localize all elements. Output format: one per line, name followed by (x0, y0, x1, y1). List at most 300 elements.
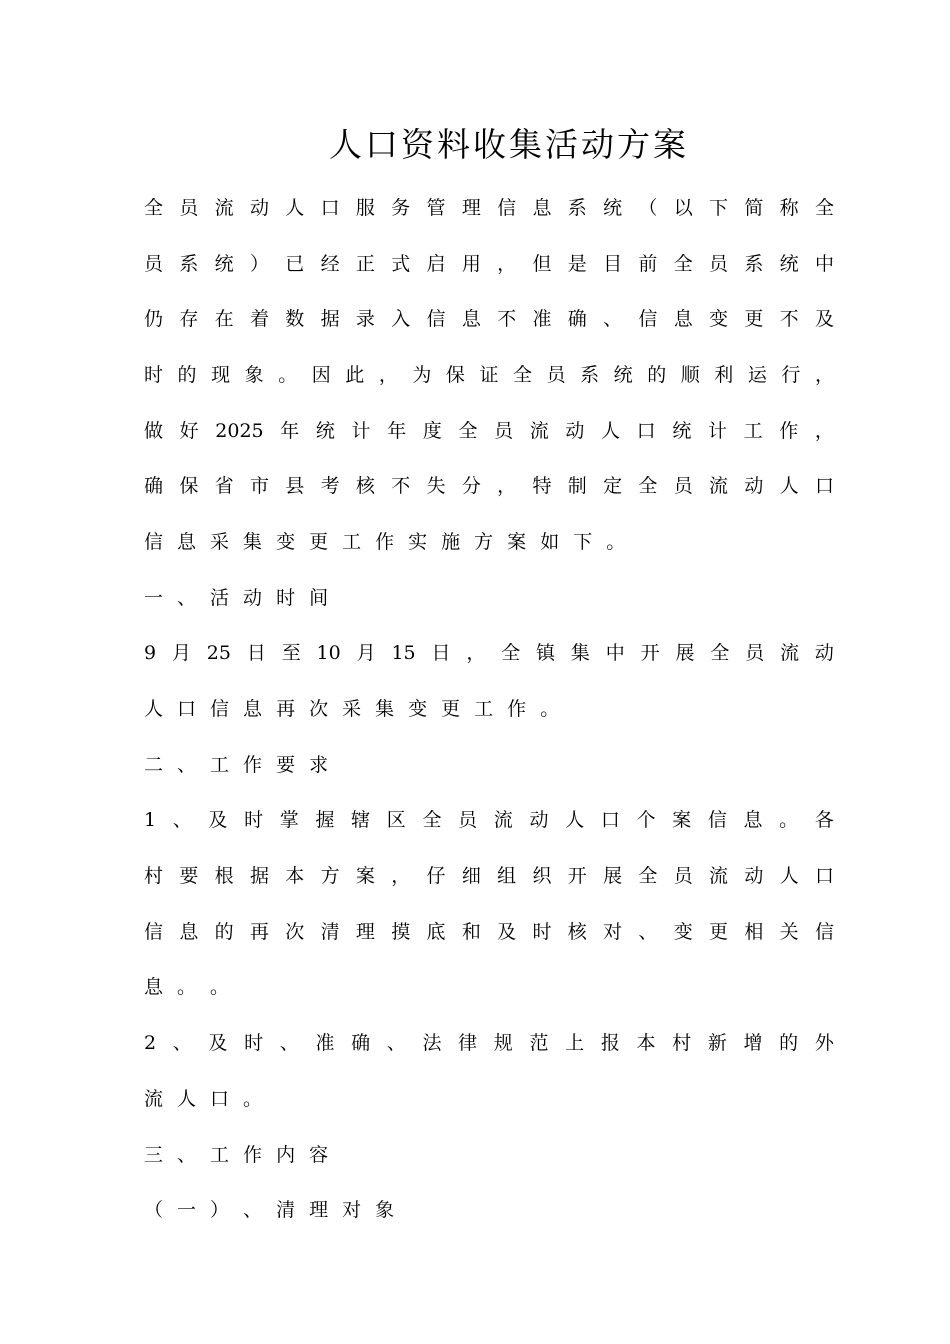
body-char: 信 (638, 308, 658, 331)
body-char: 展 (603, 865, 623, 888)
body-char: 息 (743, 809, 763, 832)
body-char: 、 (603, 308, 623, 331)
body-char: 更 (309, 530, 329, 553)
body-char: 。 (243, 1087, 263, 1110)
body-char: 统 (779, 252, 799, 275)
body-char: 计 (351, 419, 371, 442)
body-line (144, 514, 834, 570)
body-char: 律 (458, 1032, 478, 1055)
body-char: 更 (709, 920, 729, 943)
body-char: 报 (600, 1032, 620, 1055)
body-line (144, 570, 834, 626)
body-char: 摸 (391, 920, 411, 943)
body-char: 不 (497, 308, 517, 331)
body-char: 统 (315, 419, 335, 442)
body-char: 及 (208, 809, 228, 832)
body-char: 信 (707, 809, 727, 832)
body-line (144, 681, 834, 737)
body-char: 。 (606, 530, 626, 553)
body-char: 集 (570, 642, 590, 665)
body-char: 底 (426, 920, 446, 943)
body-char: 。 (210, 976, 230, 999)
body-char: 统 (603, 196, 623, 219)
body-char: 运 (747, 363, 767, 386)
body-char: 对 (603, 920, 623, 943)
body-char: ） (249, 252, 269, 275)
body-char: 全 (638, 865, 658, 888)
body-char: 15 (391, 642, 416, 665)
body-char: 流 (493, 809, 513, 832)
body-char: 员 (745, 642, 765, 665)
body-line (144, 626, 834, 682)
body-char: 系 (179, 252, 199, 275)
body-char: 法 (422, 1032, 442, 1055)
body-char: 全 (458, 419, 478, 442)
body-char: 现 (211, 363, 231, 386)
body-char: 下 (709, 196, 729, 219)
body-char: 系 (580, 363, 600, 386)
body-char: 人 (779, 475, 799, 498)
body-char: 变 (673, 920, 693, 943)
body-char: 实 (408, 530, 428, 553)
body-char: 简 (744, 196, 764, 219)
body-char: 方 (474, 530, 494, 553)
body-char: 作 (375, 530, 395, 553)
body-char: 、 (172, 1032, 192, 1055)
body-char: 人 (177, 1087, 197, 1110)
body-char: 动 (249, 196, 269, 219)
body-char: 口 (210, 1087, 230, 1110)
body-line (144, 793, 834, 849)
body-char: 方 (320, 865, 340, 888)
body-char: 保 (179, 475, 199, 498)
body-char: 中 (605, 642, 625, 665)
body-line (144, 1015, 834, 1071)
body-char: 二 (144, 753, 164, 776)
body-char: 流 (709, 475, 729, 498)
body-char: 全 (422, 809, 442, 832)
body-char: 理 (461, 196, 481, 219)
body-char: 。 (278, 363, 298, 386)
body-char: 考 (320, 475, 340, 498)
body-char: 工 (210, 753, 230, 776)
body-char: 统 (214, 252, 234, 275)
body-char: 工 (474, 698, 494, 721)
body-char: 省 (214, 475, 234, 498)
body-char: 全 (673, 252, 693, 275)
body-char: 信 (144, 530, 164, 553)
body-char: 再 (276, 698, 296, 721)
body-line (144, 347, 834, 403)
body-char: 确 (567, 308, 587, 331)
body-char: 存 (179, 308, 199, 331)
body-char: 式 (391, 252, 411, 275)
body-char: 、 (177, 753, 197, 776)
body-char: 年 (387, 419, 407, 442)
body-char: 录 (355, 308, 375, 331)
body-char: 及 (814, 308, 834, 331)
body-char: 本 (285, 865, 305, 888)
body-char: 息 (179, 920, 199, 943)
body-char: 准 (532, 308, 552, 331)
body-char: 全 (710, 642, 730, 665)
body-char: 内 (276, 1143, 296, 1166)
body-char: （ (638, 196, 658, 219)
body-char: 仔 (426, 865, 446, 888)
body-char: 在 (214, 308, 234, 331)
body-char: 施 (441, 530, 461, 553)
body-char: 的 (779, 1032, 799, 1055)
body-char: ， (814, 363, 834, 386)
body-char: 9 (144, 642, 157, 665)
body-char: 核 (567, 920, 587, 943)
body-char: （ (144, 1199, 164, 1222)
body-line (144, 1127, 834, 1183)
body-char: 10 (316, 642, 341, 665)
body-char: 经 (320, 252, 340, 275)
body-char: 个 (636, 809, 656, 832)
body-char: 员 (673, 865, 693, 888)
body-char: 开 (567, 865, 587, 888)
body-char: 息 (532, 196, 552, 219)
body-char: 前 (638, 252, 658, 275)
document-title: 人口资料收集活动方案 (329, 125, 689, 164)
body-char: 活 (210, 586, 230, 609)
body-char: 理 (355, 920, 375, 943)
body-char: 日 (431, 642, 451, 665)
body-char: 本 (636, 1032, 656, 1055)
body-char: 员 (494, 419, 514, 442)
body-char: 如 (540, 530, 560, 553)
body-char: 系 (744, 252, 764, 275)
body-char: 组 (497, 865, 517, 888)
body-char: 市 (249, 475, 269, 498)
body-char: 村 (144, 865, 164, 888)
body-char: 口 (177, 698, 197, 721)
body-char: 失 (426, 475, 446, 498)
body-char: 三 (144, 1143, 164, 1166)
body-char: 变 (709, 308, 729, 331)
body-char: 全 (814, 196, 834, 219)
body-char: 流 (709, 865, 729, 888)
body-char: 全 (638, 475, 658, 498)
body-char: 数 (285, 308, 305, 331)
body-char: 开 (640, 642, 660, 665)
body-char: 案 (355, 865, 375, 888)
body-char: 口 (636, 419, 656, 442)
body-char: 流 (144, 1087, 164, 1110)
body-line (144, 1182, 834, 1238)
body-char: 全 (513, 363, 533, 386)
body-char: 人 (565, 809, 585, 832)
body-char: 人 (285, 196, 305, 219)
body-char: 息 (243, 698, 263, 721)
body-char: 的 (214, 920, 234, 943)
body-char: 次 (285, 920, 305, 943)
body-char: 管 (426, 196, 446, 219)
body-char: 新 (707, 1032, 727, 1055)
body-char: 人 (779, 865, 799, 888)
body-char: 信 (497, 196, 517, 219)
body-char: 时 (244, 1032, 264, 1055)
body-char: 时 (244, 809, 264, 832)
body-char: 利 (714, 363, 734, 386)
body-char: 清 (276, 1199, 296, 1222)
body-char: 统 (672, 419, 692, 442)
body-char: 根 (214, 865, 234, 888)
body-char: 员 (458, 809, 478, 832)
body-char: 动 (243, 586, 263, 609)
body-char: 及 (208, 1032, 228, 1055)
body-char: 理 (309, 1199, 329, 1222)
body-char: 集 (243, 530, 263, 553)
body-char: 口 (814, 475, 834, 498)
body-char: 求 (309, 753, 329, 776)
body-char: 工 (210, 1143, 230, 1166)
body-char: 制 (567, 475, 587, 498)
body-char: 息 (673, 308, 693, 331)
body-char: 人 (601, 419, 621, 442)
body-char: 计 (707, 419, 727, 442)
body-char: 。 (177, 976, 197, 999)
body-char: 再 (249, 920, 269, 943)
body-char: 间 (309, 586, 329, 609)
body-char: 流 (214, 196, 234, 219)
body-char: 员 (179, 196, 199, 219)
body-char: 息 (461, 308, 481, 331)
body-line (144, 180, 834, 236)
body-char: 、 (386, 1032, 406, 1055)
body-char: 2 (144, 1032, 157, 1055)
body-char: 信 (210, 698, 230, 721)
body-char: 月 (356, 642, 376, 665)
body-char: 准 (315, 1032, 335, 1055)
body-char: ， (391, 865, 411, 888)
body-char: 动 (565, 419, 585, 442)
body-char: ， (497, 252, 517, 275)
body-char: 作 (243, 1143, 263, 1166)
body-char: 信 (426, 308, 446, 331)
body-char: ， (466, 642, 486, 665)
body-char: 服 (355, 196, 375, 219)
body-char: 对 (342, 1199, 362, 1222)
body-line (144, 960, 834, 1016)
body-char: 要 (179, 865, 199, 888)
body-char: 入 (391, 308, 411, 331)
body-char: 日 (246, 642, 266, 665)
body-char: 更 (744, 308, 764, 331)
body-char: 口 (600, 809, 620, 832)
body-char: 、 (279, 1032, 299, 1055)
body-char: 外 (814, 1032, 834, 1055)
body-char: ， (814, 419, 834, 442)
body-char: 掌 (279, 809, 299, 832)
body-char: 但 (532, 252, 552, 275)
body-char: 要 (276, 753, 296, 776)
body-char: 顺 (680, 363, 700, 386)
body-char: 和 (461, 920, 481, 943)
body-char: 辖 (351, 809, 371, 832)
body-char: 时 (276, 586, 296, 609)
body-char: 、 (177, 1143, 197, 1166)
body-char: 、 (172, 809, 192, 832)
body-char: 据 (249, 865, 269, 888)
body-char: 口 (320, 196, 340, 219)
body-char: 采 (210, 530, 230, 553)
body-char: 范 (529, 1032, 549, 1055)
body-char: 规 (493, 1032, 513, 1055)
body-char: 象 (244, 363, 264, 386)
body-char: 时 (532, 920, 552, 943)
body-char: 做 (144, 419, 164, 442)
body-char: 证 (479, 363, 499, 386)
body-char: 员 (673, 475, 693, 498)
body-char: 动 (744, 865, 764, 888)
body-char: 系 (567, 196, 587, 219)
body-char: 息 (144, 976, 164, 999)
body-char: 集 (375, 698, 395, 721)
body-char: 工 (743, 419, 763, 442)
body-char: 至 (281, 642, 301, 665)
body-char: 及 (497, 920, 517, 943)
body-char: 作 (779, 419, 799, 442)
body-char: 据 (320, 308, 340, 331)
body-char: 流 (529, 419, 549, 442)
document-body (144, 180, 834, 1238)
body-char: 25 (206, 642, 231, 665)
body-char: 动 (529, 809, 549, 832)
body-char: 区 (386, 809, 406, 832)
body-char: 员 (144, 252, 164, 275)
body-line (144, 904, 834, 960)
body-line (144, 1071, 834, 1127)
body-char: 全 (144, 196, 164, 219)
body-char: 口 (814, 865, 834, 888)
body-char: 采 (342, 698, 362, 721)
body-char: 流 (780, 642, 800, 665)
body-char: 握 (315, 809, 335, 832)
body-char: 作 (243, 753, 263, 776)
body-char: 、 (243, 1199, 263, 1222)
body-char: 更 (441, 698, 461, 721)
body-char: 此 (345, 363, 365, 386)
body-char: 务 (391, 196, 411, 219)
body-char: 县 (285, 475, 305, 498)
body-char: 全 (501, 642, 521, 665)
body-char: 展 (675, 642, 695, 665)
body-char: 时 (144, 363, 164, 386)
body-char: 镇 (536, 642, 556, 665)
body-char: 下 (573, 530, 593, 553)
body-char: 村 (672, 1032, 692, 1055)
body-char: 的 (647, 363, 667, 386)
body-char: 动 (814, 642, 834, 665)
body-char: 因 (311, 363, 331, 386)
body-char: 上 (565, 1032, 585, 1055)
body-char: 确 (144, 475, 164, 498)
body-char: 信 (814, 920, 834, 943)
body-char: 信 (144, 920, 164, 943)
body-char: ） (210, 1199, 230, 1222)
body-char: 、 (177, 586, 197, 609)
body-line (144, 737, 834, 793)
body-char: 以 (673, 196, 693, 219)
body-char: 员 (709, 252, 729, 275)
body-char: 作 (507, 698, 527, 721)
body-char: 变 (408, 698, 428, 721)
body-char: 象 (375, 1199, 395, 1222)
body-char: 织 (532, 865, 552, 888)
body-char: 2025 (215, 419, 264, 442)
body-char: 清 (320, 920, 340, 943)
body-char: 用 (461, 252, 481, 275)
body-line (144, 458, 834, 514)
body-line (144, 236, 834, 292)
body-char: 称 (779, 196, 799, 219)
body-char: 相 (744, 920, 764, 943)
body-char: 一 (177, 1199, 197, 1222)
body-char: 行 (781, 363, 801, 386)
body-char: ， (497, 475, 517, 498)
body-char: 一 (144, 586, 164, 609)
body-char: 定 (603, 475, 623, 498)
body-char: 已 (285, 252, 305, 275)
body-char: 特 (532, 475, 552, 498)
body-char: 月 (171, 642, 191, 665)
body-char: 度 (422, 419, 442, 442)
body-char: 关 (779, 920, 799, 943)
body-char: 动 (744, 475, 764, 498)
body-char: 着 (249, 308, 269, 331)
body-char: 人 (144, 698, 164, 721)
body-char: 中 (814, 252, 834, 275)
body-char: 容 (309, 1143, 329, 1166)
body-char: 细 (461, 865, 481, 888)
body-char: 是 (567, 252, 587, 275)
body-char: 增 (743, 1032, 763, 1055)
body-char: 案 (672, 809, 692, 832)
body-line (144, 848, 834, 904)
body-char: 好 (179, 419, 199, 442)
body-char: 核 (355, 475, 375, 498)
body-char: ， (378, 363, 398, 386)
body-char: 变 (276, 530, 296, 553)
body-char: 。 (540, 698, 560, 721)
body-char: 年 (280, 419, 300, 442)
body-char: 仍 (144, 308, 164, 331)
body-line (144, 403, 834, 459)
body-char: 的 (177, 363, 197, 386)
body-char: 1 (144, 809, 157, 832)
body-char: 。 (779, 809, 799, 832)
body-char: 统 (613, 363, 633, 386)
body-char: 正 (355, 252, 375, 275)
body-char: 启 (426, 252, 446, 275)
body-char: 目 (603, 252, 623, 275)
body-char: 各 (814, 809, 834, 832)
body-char: 不 (391, 475, 411, 498)
body-char: 息 (177, 530, 197, 553)
body-char: 不 (779, 308, 799, 331)
body-char: 员 (546, 363, 566, 386)
body-char: 、 (638, 920, 658, 943)
body-char: 确 (351, 1032, 371, 1055)
body-char: 分 (461, 475, 481, 498)
body-char: 保 (445, 363, 465, 386)
body-char: 工 (342, 530, 362, 553)
body-char: 为 (412, 363, 432, 386)
body-char: 次 (309, 698, 329, 721)
